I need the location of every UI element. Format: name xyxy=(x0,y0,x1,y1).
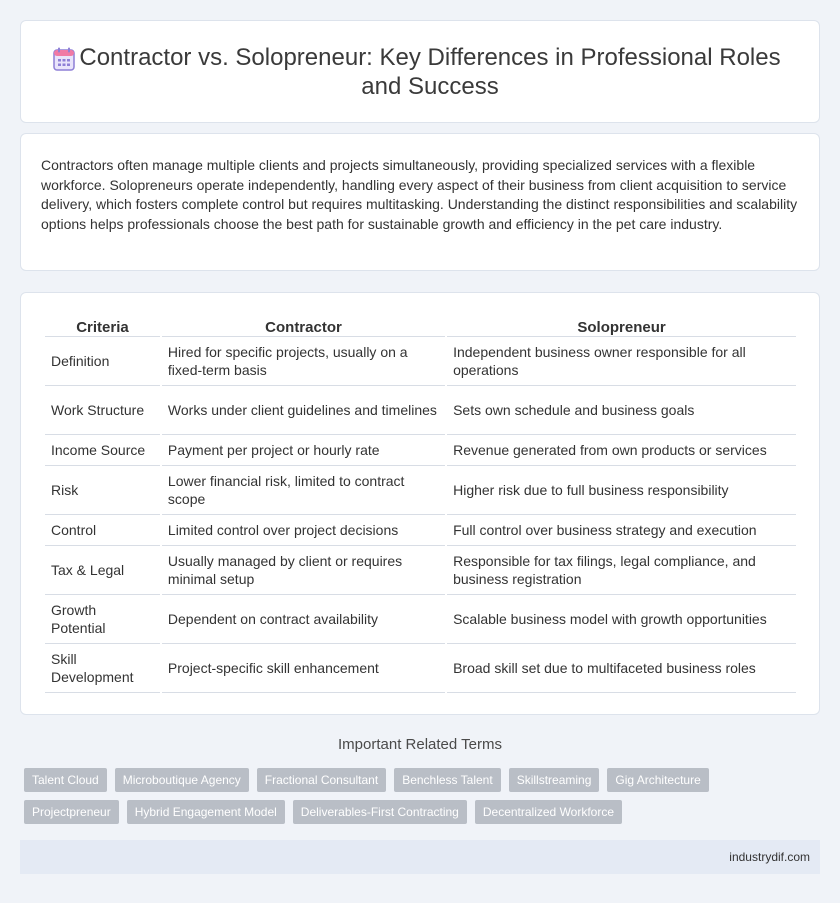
related-term-tag[interactable]: Decentralized Workforce xyxy=(475,800,622,824)
table-row xyxy=(45,466,796,515)
footer xyxy=(20,840,820,874)
related-term-tag[interactable]: Deliverables-First Contracting xyxy=(293,800,467,824)
table-row xyxy=(45,435,796,466)
row-contractor: Lower financial risk, limited to contract scope xyxy=(162,466,445,515)
related-term-tag[interactable]: Skillstreaming xyxy=(509,768,600,792)
related-terms-heading: Important Related Terms xyxy=(338,736,502,753)
intro-paragraph: Contractors often manage multiple clients and projects simultaneously, providing specialized services with a flexible workforce. Solopreneurs operate independently, handling every aspect of their business from client acquisition to service delivery, which fosters complete control but requires multitasking. Understanding the distinct responsibilities and scalability options helps professionals choose the best path for sustainable growth and efficiency in the pet care industry. xyxy=(41,157,798,232)
row-criteria: Risk xyxy=(45,466,160,515)
related-terms-list xyxy=(24,768,814,832)
related-term-tag[interactable]: Talent Cloud xyxy=(24,768,107,792)
header-card xyxy=(20,20,820,123)
header-contractor: Contractor xyxy=(162,317,445,337)
table-row xyxy=(45,515,796,546)
row-criteria: Income Source xyxy=(45,435,160,466)
comparison-table-card xyxy=(20,292,820,715)
row-contractor: Project-specific skill enhancement xyxy=(162,644,445,693)
row-solopreneur: Broad skill set due to multifaceted business roles xyxy=(447,644,796,693)
table-row xyxy=(45,546,796,595)
related-term-tag[interactable]: Projectpreneur xyxy=(24,800,119,824)
row-solopreneur: Independent business owner responsible for all operations xyxy=(447,337,796,386)
row-contractor: Limited control over project decisions xyxy=(162,515,445,546)
row-solopreneur: Sets own schedule and business goals xyxy=(447,386,796,435)
row-contractor: Usually managed by client or requires minimal setup xyxy=(162,546,445,595)
comparison-table xyxy=(43,317,798,693)
row-criteria: Definition xyxy=(45,337,160,386)
row-criteria: Work Structure xyxy=(45,386,160,435)
row-solopreneur: Responsible for tax filings, legal compliance, and business registration xyxy=(447,546,796,595)
row-solopreneur: Full control over business strategy and execution xyxy=(447,515,796,546)
row-criteria: Growth Potential xyxy=(45,595,160,644)
related-term-tag[interactable]: Benchless Talent xyxy=(394,768,501,792)
table-row xyxy=(45,386,796,435)
row-criteria: Skill Development xyxy=(45,644,160,693)
related-term-tag[interactable]: Fractional Consultant xyxy=(257,768,386,792)
row-contractor: Works under client guidelines and timelines xyxy=(162,386,445,435)
related-term-tag[interactable]: Hybrid Engagement Model xyxy=(127,800,285,824)
row-contractor: Dependent on contract availability xyxy=(162,595,445,644)
row-solopreneur: Revenue generated from own products or services xyxy=(447,435,796,466)
header-solopreneur: Solopreneur xyxy=(447,317,796,337)
footer-site-link[interactable]: industrydif.com xyxy=(729,850,810,864)
related-term-tag[interactable]: Microboutique Agency xyxy=(115,768,249,792)
table-row xyxy=(45,337,796,386)
row-criteria: Tax & Legal xyxy=(45,546,160,595)
row-solopreneur: Higher risk due to full business responsibility xyxy=(447,466,796,515)
table-row xyxy=(45,595,796,644)
related-term-tag[interactable]: Gig Architecture xyxy=(607,768,708,792)
header-criteria: Criteria xyxy=(45,317,160,337)
intro-card xyxy=(20,133,820,271)
table-header-row xyxy=(45,317,796,337)
row-criteria: Control xyxy=(45,515,160,546)
row-solopreneur: Scalable business model with growth opportunities xyxy=(447,595,796,644)
page-title: Contractor vs. Solopreneur: Key Differences in Professional Roles and Success xyxy=(79,44,781,100)
table-row xyxy=(45,644,796,693)
row-contractor: Payment per project or hourly rate xyxy=(162,435,445,466)
row-contractor: Hired for specific projects, usually on a fixed-term basis xyxy=(162,337,445,386)
